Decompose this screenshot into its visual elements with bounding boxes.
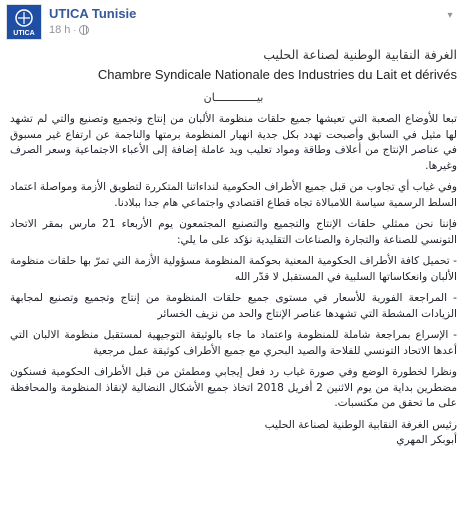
title-french: Chambre Syndicale Nationale des Industries du Lait et dérivés [97, 67, 457, 82]
timestamp[interactable]: 18 h [49, 24, 71, 36]
post-body [10, 46, 457, 448]
paragraph: وفي غياب أي تجاوب من قبل جميع الأطراف الحكومية لنداءاتنا المتكررة لتطويق الأزمة ومواصلة اعتماد السلط الرسمية سياسة اللامبالاة تجاه قطاع اقتصادي واجتماعي هام جدا ببلادنا. [10, 181, 457, 209]
paragraph: - الإسراع بمراجعة شاملة للمنظومة واعتماد ما جاء بالوثيقة التوجيهية لمستقبل منظومة الالبان التي أعدها الاتحاد التونسي للفلاحة والصيد البحري مع جميع الأطراف كوثيقة عمل مرجعية [10, 329, 457, 357]
post-header [6, 4, 459, 44]
signature-name: أبوبكر المهري [396, 433, 457, 446]
paragraph: ونظرا لخطورة الوضع وفي صورة غياب رد فعل إيجابي ومطمئن من قبل الأطراف الحكومية فسنكون مضطرين بداية من يوم الاثنين 2 أفريل 2018 اتخاذ جميع الأشكال النضالية لإنقاذ المنظومة والمحافظة على ما تحقق من مكتسبات. [10, 366, 458, 409]
avatar[interactable] [6, 4, 42, 40]
globe-icon [79, 25, 89, 35]
post-text [10, 112, 457, 412]
paragraph: - المراجعة الفورية للأسعار في مستوى جميع حلقات المنظومة من إنتاج وتجميع وتصنيع لمجابهة الزيادات المشطة التي تشهدها عناصر الإنتاج والحد من نزيف الخسائر [10, 292, 457, 320]
title-arabic: الغرفة النقابية الوطنية لصناعة الحليب [263, 47, 457, 62]
utica-logo-icon [7, 5, 41, 39]
paragraph: فإننا نحن ممثلي حلقات الإنتاج والتجميع والتصنيع المجتمعون يوم الأربعاء 21 مارس بمقر الاتحاد التونسي للصناعة والتجارة والصناعات التقليدية نؤكد على ما يلي: [10, 218, 457, 246]
post-meta [49, 24, 89, 36]
announcement-heading: بيـــــــــــــان [203, 91, 264, 104]
logo-text: UTICA [13, 30, 35, 37]
chevron-down-icon[interactable]: ▾ [447, 9, 453, 21]
paragraph: تبعا للأوضاع الصعبة التي تعيشها جميع حلقات منظومة الألبان من إنتاج وتجميع وتصنيع والتي لم تشهد لها مثيل في السابق وأصبحت تهدد بكل جدية انهيار المنظومة برمتها والناجمة عن ارتفاع غير مسبوق في عناصر الإنتاج من أعلاف وطاقة ومواد تعليب ويد عاملة إضافة إلى الأعباء الاجتماعية وسعر الصرف وغيرها. [10, 113, 457, 172]
paragraph: - تحميل كافة الأطراف الحكومية المعنية بحوكمة المنظومة مسؤولية الأزمة التي تمرّ بها حلقات منظومة الألبان وانعكاساتها السلبية في المستقبل لا قدّر الله [10, 255, 457, 283]
signature-role: رئيس الغرفة النقابية الوطنية لصناعة الحليب [264, 418, 457, 431]
page-name-link[interactable]: UTICA Tunisie [49, 6, 137, 21]
separator: · [73, 25, 77, 35]
